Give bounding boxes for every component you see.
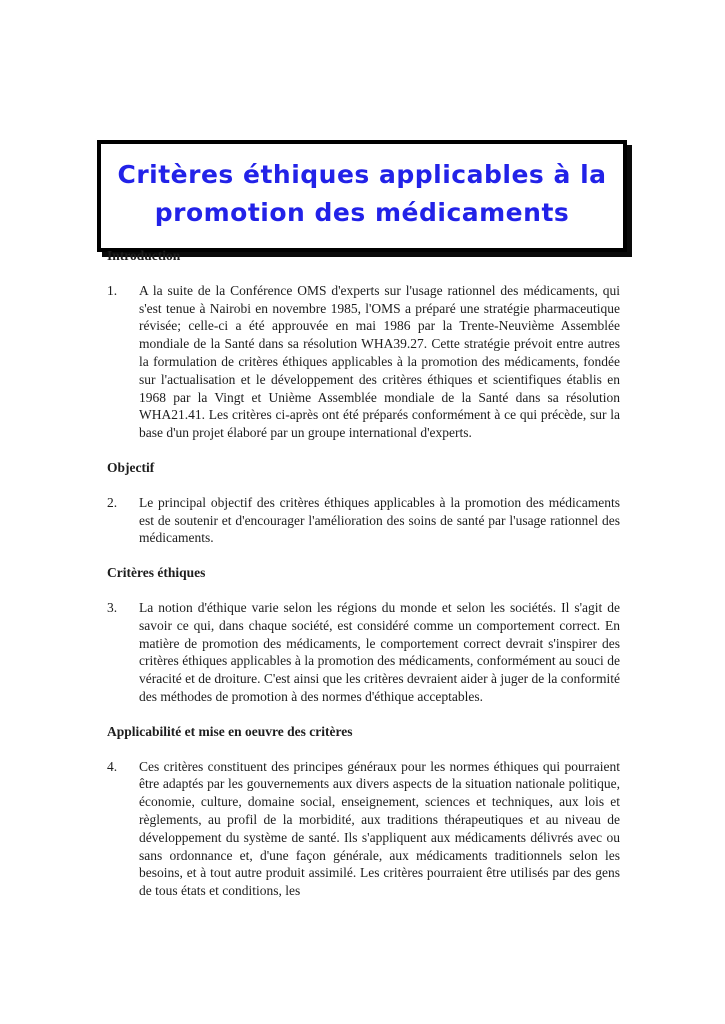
paragraph-3-text: La notion d'éthique varie selon les régions du monde et selon les sociétés. Il s'agit de savoir ce qui, dans chaque société, est considéré comme un comportement correct. En matière de promotion des médicaments, le comportement correct devrait s'inspirer des critères éthiques applicables à la promotion des médicaments, conformément au souci de véracité et de droiture. C'est ainsi que les critères devraient aider à juger de la conformité des méthodes de promotion à des normes d'éthique acceptables. [139,599,620,704]
document-title-line-1: Critères éthiques applicables à la [117,160,607,189]
paragraph-4 [107,758,620,900]
title-banner-box [97,140,627,252]
paragraph-2-number: 2. [107,494,118,510]
paragraph-1-text: A la suite de la Conférence OMS d'experts sur l'usage rationnel des médicaments, qui s'est tenue à Nairobi en novembre 1985, l'OMS a préparé une stratégie pharmaceutique révisée; celle-ci a été approuvée en mai 1986 par la Trente-Neuvième Assemblée mondiale de la Santé dans sa résolution WHA39.27. Cette stratégie prévoit entre autres la formulation de critères éthiques applicables à la promotion des médicaments, fondée sur l'actualisation et le développement des critères éthiques et scientifiques établis en 1968 par la Vingt et Unième Assemblée mondiale de la Santé dans sa résolution WHA21.41. Les critères ci-après ont été préparés conformément à ce qui précède, sur la base d'un projet élaboré par un groupe international d'experts. [139,282,620,441]
section-heading-criteres-ethiques: Critères éthiques [107,565,206,581]
document-body [107,247,620,917]
paragraph-1 [107,282,620,442]
section-heading-introduction: Introduction [107,248,181,263]
paragraph-4-text: Ces critères constituent des principes généraux pour les normes éthiques qui pourraient être adaptés par les gouvernements aux divers aspects de la situation nationale politique, économie, culture, domaine social, enseignement, sciences et techniques, aux lois et règlements, au profil de la morbidité, aux traditions thérapeutiques et au niveau de développement du système de santé. Ils s'appliquent aux médicaments délivrés avec ou sans ordonnance et, d'une façon générale, aux médicaments traditionnels selon les besoins, et à tout autre produit assimilé. Les critères pourraient être utilisés par des gens de tous états et conditions, les [139,758,620,899]
section-heading-objectif: Objectif [107,459,155,475]
paragraph-3 [107,599,620,706]
document-title-line-2: promotion des médicaments [154,198,570,227]
paragraph-3-number: 3. [107,599,118,615]
section-heading-applicabilite: Applicabilité et mise en oeuvre des critères [107,723,353,739]
paragraph-2 [107,494,620,547]
paragraph-1-number: 1. [107,282,118,298]
paragraph-2-text: Le principal objectif des critères éthiques applicables à la promotion des médicaments est de soutenir et d'encourager l'amélioration des soins de santé par l'usage rationnel des médicaments. [139,494,620,546]
paragraph-4-number: 4. [107,758,118,774]
